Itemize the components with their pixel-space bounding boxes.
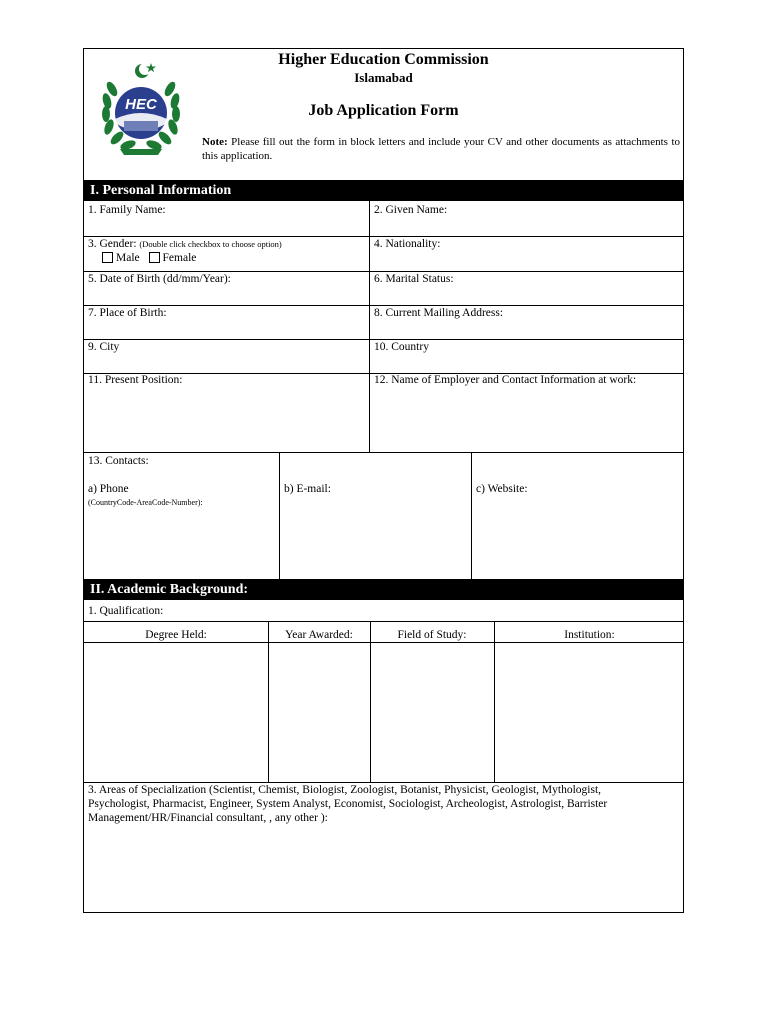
- field-of-study-cell[interactable]: [371, 643, 493, 781]
- gender-text: 3. Gender:: [88, 238, 137, 250]
- date-of-birth-field[interactable]: 5. Date of Birth (dd/mm/Year):: [88, 273, 231, 285]
- institution-header: Institution:: [564, 629, 615, 641]
- institution-cell[interactable]: [495, 643, 683, 781]
- degree-held-header: Degree Held:: [145, 629, 207, 641]
- year-awarded-header: Year Awarded:: [285, 629, 353, 641]
- family-name-field[interactable]: 1. Family Name:: [88, 204, 166, 216]
- year-awarded-cell[interactable]: [269, 643, 369, 781]
- country-field[interactable]: 10. Country: [374, 341, 429, 353]
- specialization-input-area[interactable]: [84, 827, 682, 911]
- gender-options: [102, 252, 196, 265]
- section-personal-information: I. Personal Information: [84, 180, 683, 201]
- instruction-note: [202, 135, 680, 163]
- present-position-field[interactable]: 11. Present Position:: [88, 374, 183, 386]
- section-academic-background: II. Academic Background:: [84, 579, 683, 600]
- mailing-address-field[interactable]: 8. Current Mailing Address:: [374, 307, 504, 319]
- male-label: Male: [116, 252, 140, 264]
- male-checkbox[interactable]: [102, 252, 113, 263]
- org-city: Islamabad: [354, 70, 413, 85]
- given-name-field[interactable]: 2. Given Name:: [374, 204, 448, 216]
- female-label: Female: [162, 252, 197, 264]
- phone-field[interactable]: a) Phone: [88, 483, 129, 495]
- phone-hint: (CountryCode-AreaCode-Number):: [88, 498, 203, 507]
- specialization-line-2: Psychologist, Pharmacist, Engineer, System Analyst, Economist, Sociologist, Archeologist, Astrologist, Barrister: [88, 798, 608, 810]
- note-text: Please fill out the form in block letters and include your CV and other documents as attachments to this application.: [202, 136, 681, 162]
- degree-held-cell[interactable]: [84, 643, 268, 781]
- org-title: Higher Education Commission: [278, 51, 489, 68]
- specialization-line-1: 3. Areas of Specialization (Scientist, Chemist, Biologist, Zoologist, Botanist, Physicist, Geologist, Mythologist,: [88, 784, 602, 796]
- nationality-field[interactable]: 4. Nationality:: [374, 238, 441, 250]
- form-title: Job Application Form: [308, 102, 459, 119]
- job-application-form: [83, 48, 684, 913]
- gender-hint: (Double click checkbox to choose option): [139, 239, 282, 249]
- field-of-study-header: Field of Study:: [397, 629, 467, 641]
- marital-status-field[interactable]: 6. Marital Status:: [374, 273, 454, 285]
- female-checkbox[interactable]: [149, 252, 160, 263]
- city-field[interactable]: 9. City: [88, 341, 120, 353]
- gender-label: [88, 238, 282, 251]
- email-field[interactable]: b) E-mail:: [284, 483, 331, 495]
- svg-text:HEC: HEC: [125, 96, 157, 113]
- place-of-birth-field[interactable]: 7. Place of Birth:: [88, 307, 167, 319]
- website-field[interactable]: c) Website:: [476, 483, 528, 495]
- specialization-line-3: Management/HR/Financial consultant, , any other ):: [88, 812, 328, 824]
- note-label: Note:: [202, 136, 228, 148]
- contacts-label: 13. Contacts:: [88, 455, 149, 467]
- employer-field[interactable]: 12. Name of Employer and Contact Information at work:: [374, 374, 637, 386]
- qualification-label: 1. Qualification:: [88, 605, 164, 617]
